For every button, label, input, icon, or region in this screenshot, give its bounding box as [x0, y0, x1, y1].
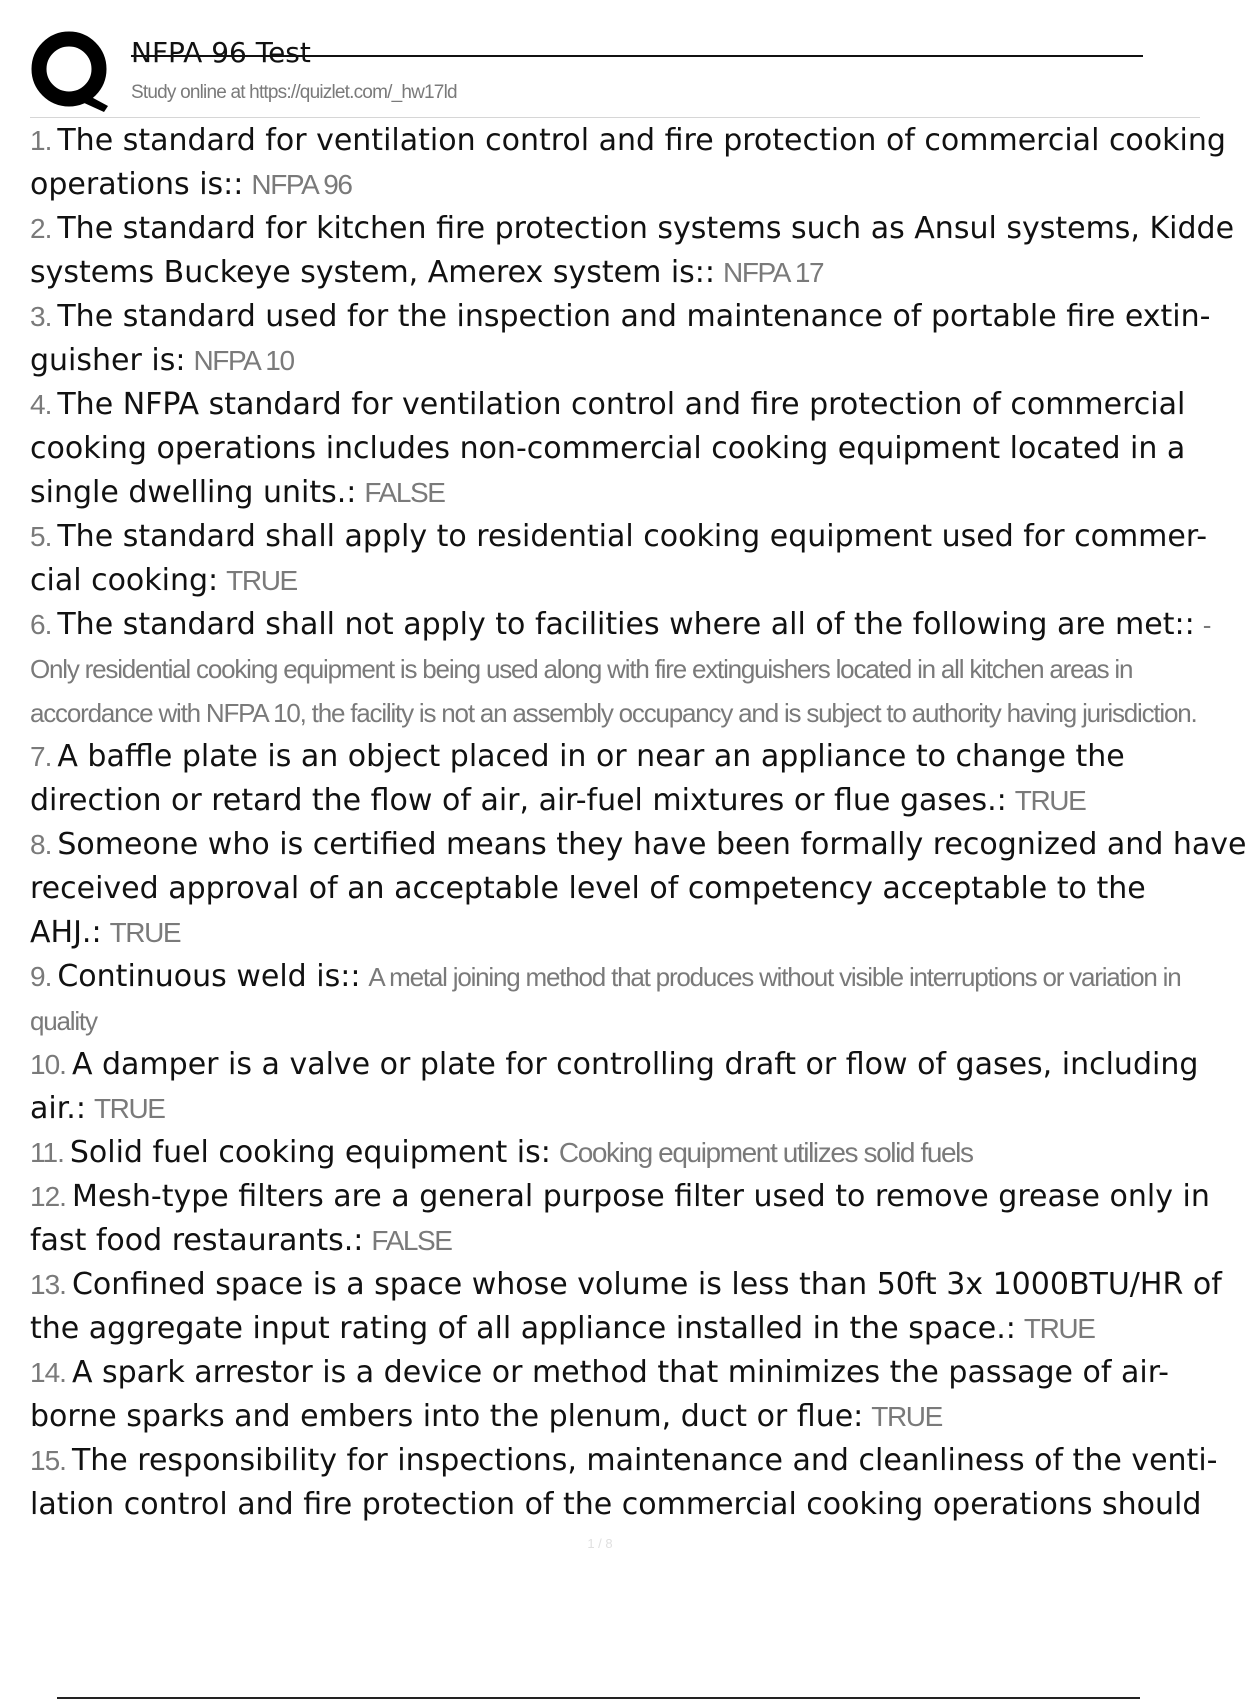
- footer-divider: [57, 1697, 1140, 1699]
- item-number: 8.: [30, 829, 52, 860]
- qa-item: [30, 295, 1250, 383]
- item-number: 1.: [30, 125, 52, 156]
- qa-item: [30, 1263, 1250, 1351]
- qa-item: [30, 207, 1250, 295]
- question-text: The standard for kitchen fire protection systems such as Ansul systems, Kidde systems Buckeye system, Amerex system is::: [30, 211, 1235, 290]
- page-header: [30, 30, 1170, 120]
- item-number: 12.: [30, 1181, 66, 1212]
- answer-text: TRUE: [1014, 785, 1086, 816]
- question-text: A baffle plate is an object placed in or near an appliance to change the direction or retard the flow of air, air-fuel mixtures or flue gases.:: [30, 739, 1125, 818]
- question-text: A spark arrestor is a device or method that minimizes the passage of air-borne sparks and embers into the plenum, duct or flue:: [30, 1355, 1169, 1434]
- question-text: The standard for ventilation control and fire protection of commercial cooking operations is::: [30, 123, 1226, 202]
- study-online-link[interactable]: Study online at https://quizlet.com/_hw17ld: [131, 82, 457, 103]
- question-text: Mesh-type filters are a general purpose filter used to remove grease only in fast food restaurants.:: [30, 1179, 1210, 1258]
- item-number: 11.: [30, 1137, 64, 1168]
- answer-text: NFPA 96: [251, 169, 352, 200]
- answer-text: NFPA 17: [723, 257, 824, 288]
- quizlet-logo-icon: [30, 30, 112, 112]
- qa-item: [30, 383, 1250, 515]
- qa-item: [30, 515, 1250, 603]
- answer-text: TRUE: [871, 1401, 942, 1432]
- question-text: The standard used for the inspection and maintenance of portable fire extin-guisher is:: [30, 299, 1211, 378]
- qa-list: [30, 119, 1247, 1527]
- item-number: 15.: [30, 1445, 66, 1476]
- question-text: Confined space is a space whose volume is less than 50ft 3x 1000BTU/HR of the aggregate input rating of all appliance installed in the space.:: [30, 1267, 1222, 1346]
- qa-item: [30, 1131, 1250, 1175]
- item-number: 9.: [30, 961, 52, 992]
- header-divider: [30, 117, 1200, 118]
- question-text: A damper is a valve or plate for controlling draft or flow of gases, including air.:: [30, 1047, 1199, 1126]
- page-number: 1 / 8: [587, 1536, 613, 1551]
- answer-text: NFPA 10: [193, 345, 294, 376]
- qa-item: [30, 823, 1250, 955]
- title-strike-rule: [131, 55, 1143, 57]
- item-number: 3.: [30, 301, 52, 332]
- answer-text: A metal joining method that produces without visible interruptions or variation in quality: [30, 962, 1181, 1036]
- qa-item: [30, 603, 1250, 735]
- answer-text: - Only residential cooking equipment is being used along with fire extinguishers located in all kitchen areas in accordance with NFPA 10, the facility is not an assembly occupancy and is subject to authority having jurisdiction.: [30, 610, 1211, 728]
- answer-text: FALSE: [364, 477, 445, 508]
- answer-text: TRUE: [1023, 1313, 1095, 1344]
- item-number: 14.: [30, 1357, 66, 1388]
- answer-text: Cooking equipment utilizes solid fuels: [558, 1137, 973, 1168]
- qa-item: [30, 955, 1250, 1043]
- qa-item: [30, 1175, 1250, 1263]
- document-title: NFPA 96 Test: [131, 36, 311, 69]
- question-text: Someone who is certified means they have been formally recognized and have received approval of an acceptable level of competency acceptable to the AHJ.:: [30, 827, 1247, 950]
- question-text: Continuous weld is::: [57, 959, 361, 994]
- answer-text: FALSE: [371, 1225, 452, 1256]
- question-text: The standard shall not apply to facilities where all of the following are met::: [57, 607, 1195, 642]
- qa-item: [30, 1439, 1250, 1527]
- item-number: 10.: [30, 1049, 66, 1080]
- qa-item: [30, 1351, 1250, 1439]
- answer-text: TRUE: [93, 1093, 165, 1124]
- question-text: Solid fuel cooking equipment is:: [69, 1135, 551, 1170]
- item-number: 13.: [30, 1269, 66, 1300]
- question-text: The standard shall apply to residential cooking equipment used for commer-cial cooking:: [30, 519, 1208, 598]
- answer-text: TRUE: [226, 565, 297, 596]
- qa-item: [30, 735, 1250, 823]
- item-number: 2.: [30, 213, 52, 244]
- question-text: The responsibility for inspections, maintenance and cleanliness of the venti-lation control and fire protection of the commercial cooking operations should: [30, 1443, 1218, 1522]
- item-number: 6.: [30, 609, 52, 640]
- item-number: 4.: [30, 389, 52, 420]
- answer-text: TRUE: [109, 917, 181, 948]
- question-text: The NFPA standard for ventilation control and fire protection of commercial cooking operations includes non-commercial cooking equipment located in a single dwelling units.:: [30, 387, 1186, 510]
- qa-item: [30, 1043, 1250, 1131]
- qa-item: [30, 119, 1250, 207]
- item-number: 7.: [30, 741, 52, 772]
- item-number: 5.: [30, 521, 52, 552]
